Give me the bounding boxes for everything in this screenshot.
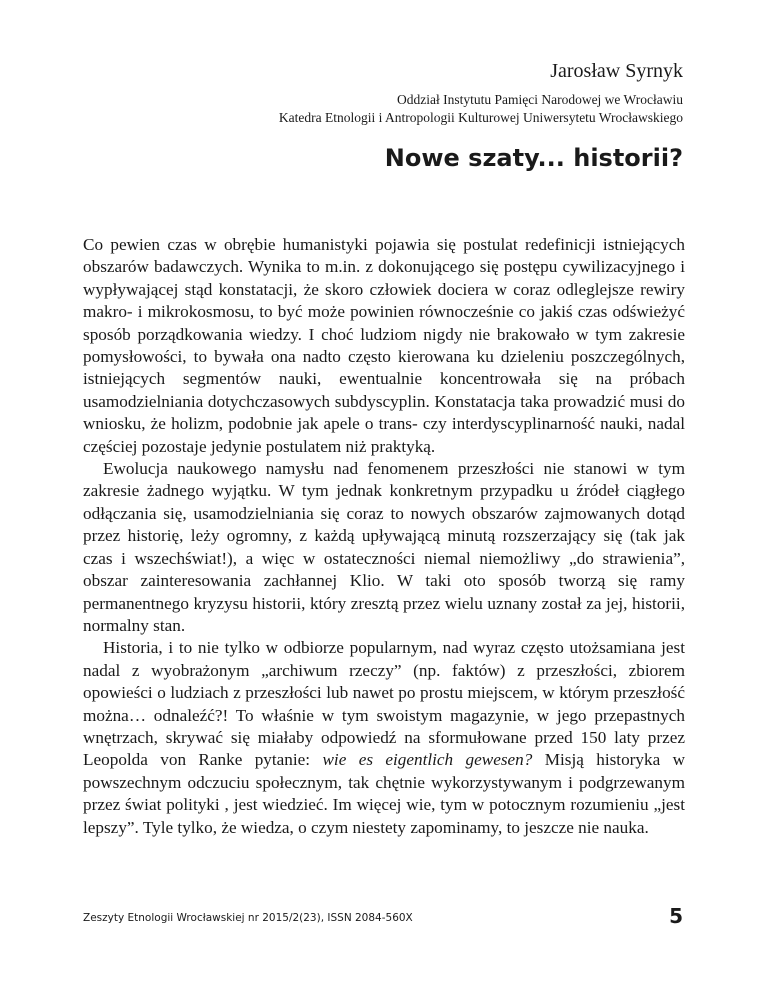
affiliation-university: Katedra Etnologii i Antropologii Kulturowej Uniwersytetu Wrocławskiego (278, 110, 683, 125)
paragraph-3 (83, 637, 685, 839)
article-title: Nowe szaty... historii? (384, 144, 683, 172)
affiliation-ipn: Oddział Instytutu Pamięci Narodowej we Wrocławiu (396, 92, 683, 107)
paragraph-3-text-end: Misją historyka w powszechnym odczuciu społecznym, tak chętnie wykorzystywanym i podgrzewanym przez świat polityki , jest wiedzieć. Im więcej wie, tym w potocznym rozumieniu „jest lepszy”. Tyle tylko, że wiedza, o czym niestety zapominamy, to jeszcze nie nauka. (83, 750, 685, 837)
journal-footer: Zeszyty Etnologii Wrocławskiej nr 2015/2(23), ISSN 2084-560X (83, 912, 413, 924)
paragraph-1: Co pewien czas w obrębie humanistyki pojawia się postulat redefinicji istniejących obszarów badawczych. Wynika to m.in. z dokonującego się postępu cywilizacyjnego i wypływającej stąd konstatacji, że skoro człowiek dociera w coraz odleglejsze rewiry makro- i mikrokosmosu, to być może powinien równocześnie co jakiś czas odświeżyć sposób porządkowania wiedzy. I choć ludziom nigdy nie brakowało w tym zakresie pomysłowości, to bywała ona nadto często kierowana ku dzieleniu poszczególnych, istniejących segmentów nauki, ewentualnie koncentrowała się na próbach usamodzielniania dotychczasowych subdyscyplin. Konstatacja taka prowadzić musi do wniosku, że holizm, podobnie jak apele o trans- czy interdyscyplinarność nauki, nadal częściej pozostaje jedynie postulatem niż praktyką. (83, 235, 685, 456)
ranke-quote: wie es eigentlich gewesen? (322, 750, 533, 770)
author-name: Jarosław Syrnyk (550, 60, 683, 82)
paragraph-3-text-start: Historia, i to nie tylko w odbiorze popularnym, nad wyraz często utożsamiana jest nadal z wyobrażonym „archiwum rzeczy” (np. faktów) z przeszłości, zbiorem opowieści o ludziach z przeszłości lub nawet po prostu miejscem, w którym przeszłość można… odnaleźć?! To właśnie w tym swoistym magazynie, w jego przepastnych wnętrzach, skrywać się miałaby odpowiedź na sformułowane przed 150 laty przez Leopolda von Ranke pytanie: (83, 638, 685, 770)
page-number: 5 (669, 904, 683, 928)
paragraph-2: Ewolucja naukowego namysłu nad fenomenem przeszłości nie stanowi w tym zakresie żadnego wyjątku. W tym jednak konkretnym przypadku u źródeł ciągłego odłączania się, usamodzielniania się coraz to nowych obszarów zajmowanych dotąd przez historię, leży ogromny, z każdą upływającą minutą rozszerzający się (tak jak czas i wszechświat!), a więc w ostateczności niemal niemożliwy „do strawienia”, obszar zainteresowania zachłannej Klio. W taki oto sposób tworzą się ramy permanentnego kryzysu historii, który zresztą przez wielu uznany został za jej, historii, normalny stan. (83, 459, 685, 635)
article-body (83, 234, 685, 839)
